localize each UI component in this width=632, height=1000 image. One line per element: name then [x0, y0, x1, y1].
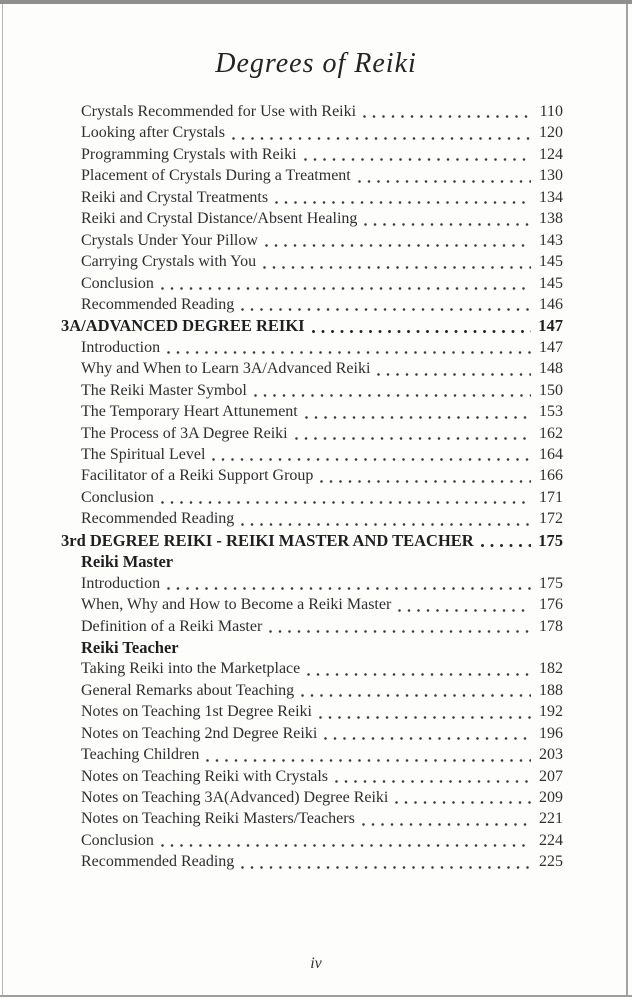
- toc-subheading: [61, 637, 563, 658]
- toc-entry-page: 224: [539, 831, 563, 849]
- toc-entry: [61, 337, 563, 358]
- toc-entry: [61, 851, 563, 872]
- dot-leader: [161, 487, 531, 508]
- toc-entry-page: 175: [538, 530, 563, 550]
- toc-entry: [61, 251, 563, 272]
- scan-edge-left: [2, 4, 3, 995]
- dot-leader: [241, 294, 531, 315]
- dot-leader: [312, 315, 531, 336]
- toc-entry-page: 145: [539, 274, 563, 292]
- dot-leader: [362, 808, 531, 829]
- scan-edge-bottom: [0, 995, 632, 997]
- dot-leader: [377, 358, 531, 379]
- toc-entry-page: 134: [539, 188, 563, 206]
- toc-entry-page: 130: [539, 167, 563, 185]
- toc-entry-page: 146: [539, 295, 563, 313]
- dot-leader: [335, 766, 531, 787]
- dot-leader: [212, 444, 531, 465]
- toc-entry: [61, 423, 563, 444]
- toc-entry-page: 162: [539, 424, 563, 442]
- toc-entry: [61, 808, 563, 829]
- toc-entry-page: 221: [539, 810, 563, 828]
- dot-leader: [307, 658, 531, 679]
- toc-entry-label: Why and When to Learn 3A/Advanced Reiki: [81, 360, 371, 378]
- dot-leader: [254, 380, 531, 401]
- toc-entry-label: Notes on Teaching Reiki Masters/Teachers: [81, 810, 355, 828]
- dot-leader: [167, 337, 531, 358]
- toc-entry-label: The Process of 3A Degree Reiki: [81, 424, 288, 442]
- toc-entry: [61, 380, 563, 401]
- dot-leader: [363, 101, 531, 122]
- toc-entry-label: Notes on Teaching 3A(Advanced) Degree Reiki: [81, 789, 389, 806]
- toc-entry-label: The Spiritual Level: [81, 446, 206, 463]
- scan-edge-top: [0, 0, 632, 4]
- toc-entry: [61, 187, 563, 208]
- dot-leader: [263, 251, 531, 272]
- toc-entry-label: Recommended Reading: [81, 295, 235, 313]
- dot-leader: [167, 573, 531, 594]
- toc-entry-label: Introduction: [81, 574, 161, 592]
- toc-entry: [61, 787, 563, 808]
- toc-entry-label: Reiki and Crystal Treatments: [81, 188, 269, 206]
- dot-leader: [265, 230, 531, 251]
- toc-entry: [61, 444, 563, 465]
- toc-section: [61, 530, 563, 551]
- toc-entry-label: General Remarks about Teaching: [81, 681, 295, 699]
- toc-entry-page: 148: [539, 360, 563, 378]
- toc-entry-page: 207: [539, 767, 563, 785]
- dot-leader: [305, 401, 531, 422]
- dot-leader: [319, 701, 531, 722]
- toc-entry-label: Taking Reiki into the Marketplace: [81, 660, 301, 678]
- toc-entry-label: 3A/ADVANCED DEGREE REIKI: [61, 316, 305, 336]
- toc-entry-label: The Temporary Heart Attunement: [81, 403, 298, 421]
- toc-entry-label: Conclusion: [81, 831, 154, 849]
- toc-entry-page: 188: [539, 681, 563, 699]
- toc-entry: [61, 273, 563, 294]
- toc-entry-page: 110: [539, 103, 563, 120]
- toc-entry-page: 182: [539, 660, 563, 678]
- toc-entry-label: Reiki and Crystal Distance/Absent Healing: [81, 210, 358, 228]
- toc-entry: [61, 766, 563, 787]
- toc-entry: [61, 208, 563, 229]
- toc-entry-page: 138: [539, 210, 563, 228]
- toc-entry-label: 3rd DEGREE REIKI - REIKI MASTER AND TEACHER: [61, 530, 474, 550]
- dot-leader: [358, 165, 531, 186]
- toc-entry-label: Recommended Reading: [81, 853, 235, 871]
- toc-entry-label: Reiki Teacher: [81, 637, 179, 657]
- toc-entry: [61, 144, 563, 165]
- toc-entry-page: 209: [539, 789, 563, 806]
- toc-entry-label: Reiki Master: [81, 552, 174, 572]
- scan-edge-right: [626, 4, 628, 996]
- dot-leader: [269, 616, 531, 637]
- toc-entry: [61, 508, 563, 529]
- footer-page-number: iv: [310, 955, 322, 972]
- toc-entry-label: Teaching Children: [81, 746, 200, 764]
- table-of-contents: [61, 101, 563, 873]
- toc-entry-label: Notes on Teaching 2nd Degree Reiki: [81, 724, 318, 742]
- toc-entry-label: Crystals Recommended for Use with Reiki: [81, 103, 357, 120]
- toc-entry-label: The Reiki Master Symbol: [81, 381, 247, 399]
- toc-entry-page: 203: [539, 746, 563, 764]
- toc-entry: [61, 358, 563, 379]
- toc-entry-page: 147: [539, 338, 563, 356]
- toc-entry-label: Placement of Crystals During a Treatment: [81, 167, 351, 185]
- toc-entry-label: Definition of a Reiki Master: [81, 617, 263, 635]
- toc-entry: [61, 230, 563, 251]
- toc-entry-label: Notes on Teaching Reiki with Crystals: [81, 767, 328, 785]
- dot-leader: [324, 723, 531, 744]
- dot-leader: [241, 851, 531, 872]
- toc-entry-label: Facilitator of a Reiki Support Group: [81, 467, 314, 485]
- toc-entry: [61, 573, 563, 594]
- toc-entry: [61, 101, 563, 122]
- dot-leader: [398, 594, 531, 615]
- dot-leader: [364, 208, 531, 229]
- toc-entry-label: Notes on Teaching 1st Degree Reiki: [81, 703, 312, 721]
- toc-entry-label: Programming Crystals with Reiki: [81, 145, 297, 163]
- dot-leader: [481, 530, 531, 551]
- page-title: Degrees of Reiki: [215, 48, 417, 79]
- toc-subheading: [61, 551, 563, 572]
- dot-leader: [161, 273, 531, 294]
- dot-leader: [295, 423, 531, 444]
- toc-entry-label: Conclusion: [81, 488, 154, 506]
- toc-entry: [61, 680, 563, 701]
- toc-entry-page: 153: [539, 403, 563, 421]
- toc-entry-page: 120: [539, 124, 563, 142]
- toc-entry: [61, 744, 563, 765]
- toc-entry-label: When, Why and How to Become a Reiki Master: [81, 596, 392, 614]
- toc-entry: [61, 723, 563, 744]
- toc-entry-page: 143: [539, 231, 563, 249]
- toc-entry-page: 225: [539, 853, 563, 871]
- toc-entry-label: Looking after Crystals: [81, 124, 225, 142]
- toc-entry: [61, 465, 563, 486]
- toc-entry: [61, 165, 563, 186]
- toc-entry-page: 196: [539, 724, 563, 742]
- toc-entry: [61, 294, 563, 315]
- toc-entry-page: 178: [539, 617, 563, 635]
- dot-leader: [161, 830, 531, 851]
- toc-entry-label: Introduction: [81, 338, 161, 356]
- toc-entry: [61, 594, 563, 615]
- dot-leader: [320, 465, 531, 486]
- dot-leader: [304, 144, 531, 165]
- toc-entry-page: 147: [538, 316, 563, 336]
- dot-leader: [206, 744, 531, 765]
- toc-entry-page: 166: [539, 467, 563, 485]
- toc-entry-page: 172: [539, 510, 563, 528]
- toc-entry-page: 192: [539, 703, 563, 721]
- toc-entry: [61, 401, 563, 422]
- toc-entry-page: 171: [539, 488, 563, 506]
- dot-leader: [395, 787, 531, 808]
- toc-entry-label: Carrying Crystals with You: [81, 253, 257, 271]
- dot-leader: [275, 187, 531, 208]
- toc-entry-page: 175: [539, 574, 563, 592]
- toc-entry-label: Conclusion: [81, 274, 154, 292]
- toc-entry-page: 124: [539, 145, 563, 163]
- toc-entry: [61, 122, 563, 143]
- toc-entry-page: 164: [539, 446, 563, 463]
- dot-leader: [232, 122, 531, 143]
- toc-entry: [61, 658, 563, 679]
- dot-leader: [241, 508, 531, 529]
- toc-entry: [61, 487, 563, 508]
- toc-entry-page: 150: [539, 381, 563, 399]
- dot-leader: [301, 680, 531, 701]
- toc-entry: [61, 830, 563, 851]
- toc-entry-label: Crystals Under Your Pillow: [81, 231, 258, 249]
- toc-entry: [61, 701, 563, 722]
- toc-entry-page: 145: [539, 253, 563, 271]
- toc-entry-label: Recommended Reading: [81, 510, 235, 528]
- toc-section: [61, 315, 563, 336]
- toc-entry: [61, 616, 563, 637]
- toc-entry-page: 176: [539, 596, 563, 614]
